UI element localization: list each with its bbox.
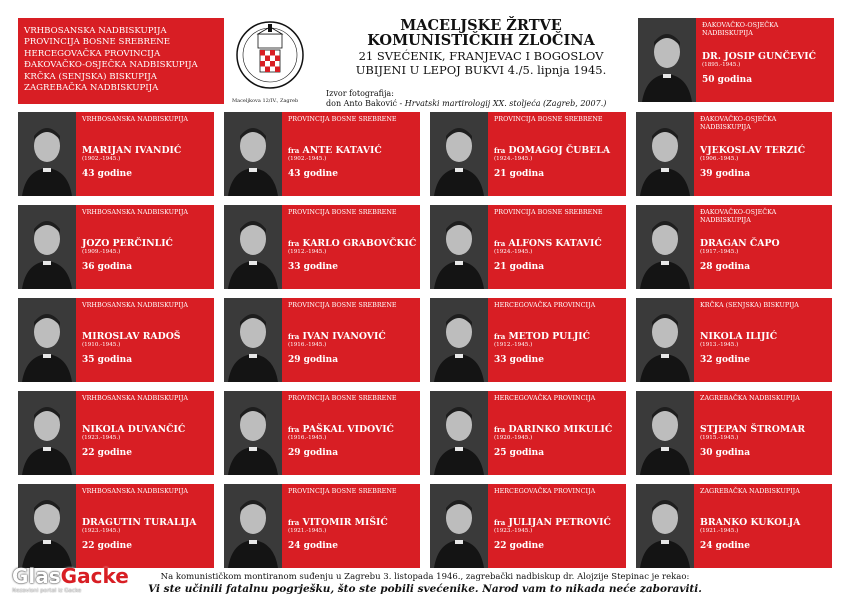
portrait-photo-icon: [638, 18, 696, 102]
card-years: (1915.-1945.): [700, 435, 739, 441]
portrait-photo-icon: [430, 205, 488, 289]
victim-card: [18, 298, 214, 382]
victim-card: [430, 298, 626, 382]
portrait-photo-icon: [430, 112, 488, 196]
card-name-text: MARIJAN IVANDIĆ: [82, 145, 182, 156]
logo-caption: Maceljkova 12/IV., Zagreb: [232, 98, 299, 104]
card-name: [82, 145, 208, 156]
card-org: ĐAKOVAČKO-OSJEČKA NADBISKUPIJA: [700, 115, 777, 131]
card-info: [76, 391, 214, 475]
card-age: 32 godine: [700, 355, 750, 365]
card-name: [700, 517, 826, 528]
diocese-item: PROVINCIJA BOSNE SREBRENE: [24, 37, 171, 48]
card-org: ĐAKOVAČKO-OSJEČKA NADBISKUPIJA: [700, 208, 777, 224]
victim-card: [18, 391, 214, 475]
title-line: 21 SVEĆENIK, FRANJEVAC I BOGOSLOV: [358, 49, 604, 63]
card-years: (1912.-1945.): [494, 342, 533, 348]
card-org: PROVINCIJA BOSNE SREBRENE: [288, 301, 397, 309]
card-info: [694, 391, 832, 475]
footer-context: Na komunističkom montiranom suđenju u Zagrebu 3. listopada 1946., zagrebački nadbiskup dr. Alojzije Stepinac je rekao:: [160, 572, 690, 582]
diocese-item: ĐAKOVAČKO-OSJEČKA NADBISKUPIJA: [24, 60, 198, 71]
portrait-photo-icon: [18, 112, 76, 196]
card-org: HERCEGOVAČKA PROVINCIJA: [494, 487, 596, 495]
card-info: [694, 205, 832, 289]
card-years: (1920.-1945.): [494, 435, 533, 441]
card-org: PROVINCIJA BOSNE SREBRENE: [288, 208, 397, 216]
card-name: [288, 238, 417, 249]
card-age: 29 godina: [288, 448, 339, 458]
card-prefix: fra: [288, 239, 300, 248]
card-info: [488, 112, 626, 196]
victim-card: [636, 298, 832, 382]
card-years: (1923.-1945.): [494, 528, 533, 534]
card-info: [488, 484, 626, 568]
source-author: don Anto Baković -: [326, 99, 405, 108]
card-name-text: METOD PULJIĆ: [508, 331, 590, 342]
card-years: (1909.-1945.): [82, 249, 121, 255]
victim-card: [224, 205, 420, 289]
card-name: [82, 238, 208, 249]
card-age: 25 godina: [494, 448, 545, 458]
card-age: 28 godina: [700, 262, 751, 272]
diocese-item: HERCEGOVAČKA PROVINCIJA: [24, 48, 161, 59]
title-line: MACELJSKE ŽRTVE: [400, 17, 562, 34]
victim-card: [430, 391, 626, 475]
card-name: [288, 145, 414, 156]
card-years: (1924.-1945.): [494, 249, 533, 255]
card-years: (1902.-1945.): [82, 156, 121, 162]
card-name-text: JOZO PERČINLIĆ: [82, 238, 173, 249]
card-name-text: STJEPAN ŠTROMAR: [700, 424, 806, 435]
card-name: [494, 424, 620, 435]
card-info: [76, 298, 214, 382]
watermark-brand-b: Gacke: [60, 564, 129, 588]
card-name: [288, 517, 414, 528]
card-org: ĐAKOVAČKO-OSJEČKA NADBISKUPIJA: [702, 21, 779, 37]
card-name: [288, 331, 414, 342]
card-age: 22 godine: [82, 448, 132, 458]
card-info: [694, 298, 832, 382]
dioceses-list: [18, 18, 224, 104]
featured-card: [638, 18, 834, 102]
portrait-photo-icon: [18, 298, 76, 382]
card-age: 35 godina: [82, 355, 133, 365]
card-info: [76, 112, 214, 196]
card-info: [282, 484, 420, 568]
card-org: KRČKA (SENJSKA) BISKUPIJA: [700, 301, 799, 309]
card-name: [700, 238, 826, 249]
card-info: [694, 112, 832, 196]
card-age: 22 godine: [494, 541, 544, 551]
title-line: KOMUNISTIČKIH ZLOČINA: [367, 32, 595, 49]
diocese-item: VRHBOSANSKA NADBISKUPIJA: [24, 26, 167, 36]
card-age: 43 godine: [288, 169, 338, 179]
card-age: 43 godine: [82, 169, 132, 179]
portrait-photo-icon: [430, 391, 488, 475]
victim-card: [18, 205, 214, 289]
card-age: 50 godina: [702, 75, 753, 85]
victim-card: [224, 112, 420, 196]
victim-card: [430, 484, 626, 568]
card-name-text: VITOMIR MIŠIĆ: [302, 517, 388, 528]
card-name-text: PAŠKAL VIDOVIĆ: [302, 424, 394, 435]
source-work: Hrvatski martirologij XX. stoljeća (Zagreb, 2007.): [404, 99, 607, 108]
card-name: [700, 331, 826, 342]
card-name: [494, 517, 620, 528]
portrait-photo-icon: [224, 298, 282, 382]
memorial-poster: [10, 12, 840, 602]
portrait-photo-icon: [224, 391, 282, 475]
card-prefix: fra: [494, 239, 506, 248]
card-org: ZAGREBAČKA NADBISKUPIJA: [700, 487, 800, 495]
card-age: 24 godine: [700, 541, 750, 551]
card-name: [494, 145, 620, 156]
card-years: (1923.-1945.): [82, 435, 121, 441]
card-name-text: NIKOLA ILIJIĆ: [700, 331, 778, 342]
card-years: (1910.-1945.): [82, 342, 121, 348]
card-org: HERCEGOVAČKA PROVINCIJA: [494, 394, 596, 402]
victim-card: [636, 484, 832, 568]
card-org: VRHBOSANSKA NADBISKUPIJA: [82, 301, 189, 309]
card-org: VRHBOSANSKA NADBISKUPIJA: [82, 208, 189, 216]
card-name-text: DRAGAN ČAPO: [700, 238, 780, 249]
card-years: (1913.-1945.): [700, 342, 739, 348]
card-org: PROVINCIJA BOSNE SREBRENE: [288, 487, 397, 495]
card-info: [76, 205, 214, 289]
card-name-text: VJEKOSLAV TERZIĆ: [700, 145, 806, 156]
card-org: VRHBOSANSKA NADBISKUPIJA: [82, 394, 189, 402]
source-label: Izvor fotografija:: [326, 89, 394, 98]
card-years: (1895.-1945.): [702, 62, 741, 68]
footer-quote: [10, 572, 840, 596]
card-years: (1921.-1945.): [288, 528, 327, 534]
card-name-text: JULIJAN PETROVIĆ: [508, 517, 611, 528]
card-prefix: fra: [288, 332, 300, 341]
card-info: [282, 298, 420, 382]
card-org: VRHBOSANSKA NADBISKUPIJA: [82, 115, 189, 123]
card-info: [488, 298, 626, 382]
portrait-photo-icon: [224, 484, 282, 568]
card-age: 33 godine: [288, 262, 338, 272]
portrait-photo-icon: [636, 205, 694, 289]
card-info: [694, 484, 832, 568]
watermark-brand-a: Glas: [12, 564, 61, 588]
portrait-photo-icon: [636, 112, 694, 196]
card-info: [488, 391, 626, 475]
victim-card: [430, 112, 626, 196]
victim-card: [636, 112, 832, 196]
card-name: DR. JOSIP GUNČEVIĆ: [702, 51, 817, 62]
card-name-text: NIKOLA DUVANČIĆ: [82, 424, 186, 435]
card-name: [700, 145, 826, 156]
card-info: [488, 205, 626, 289]
victim-card: [224, 391, 420, 475]
card-info: [76, 484, 214, 568]
card-name-text: IVAN IVANOVIĆ: [302, 331, 386, 342]
card-prefix: fra: [494, 146, 506, 155]
card-years: (1917.-1945.): [700, 249, 739, 255]
card-name-text: KARLO GRABOVČKIĆ: [302, 238, 417, 249]
card-name-text: ANTE KATAVIĆ: [302, 145, 382, 156]
card-org: HERCEGOVAČKA PROVINCIJA: [494, 301, 596, 309]
card-info: [282, 391, 420, 475]
card-name-text: BRANKO KUKOLJA: [700, 517, 801, 528]
portrait-photo-icon: [224, 205, 282, 289]
card-name: [288, 424, 414, 435]
card-org: ZAGREBAČKA NADBISKUPIJA: [700, 394, 800, 402]
portrait-photo-icon: [224, 112, 282, 196]
card-prefix: fra: [288, 425, 300, 434]
card-age: 36 godina: [82, 262, 133, 272]
card-name: [700, 424, 826, 435]
card-name-text: MIROSLAV RADOŠ: [82, 331, 181, 342]
victim-card: [18, 484, 214, 568]
card-name: [82, 424, 208, 435]
card-age: 24 godine: [288, 541, 338, 551]
card-prefix: fra: [494, 332, 506, 341]
portrait-photo-icon: [18, 391, 76, 475]
card-prefix: fra: [494, 518, 506, 527]
card-name-text: DARINKO MIKULIĆ: [508, 424, 613, 435]
victim-card: [224, 484, 420, 568]
association-logo-icon: [235, 20, 305, 90]
card-years: (1916.-1945.): [288, 342, 327, 348]
card-org: VRHBOSANSKA NADBISKUPIJA: [82, 487, 189, 495]
card-years: (1902.-1945.): [288, 156, 327, 162]
card-age: 21 godina: [494, 169, 545, 179]
portrait-photo-icon: [18, 205, 76, 289]
victim-card: [18, 112, 214, 196]
watermark-logo: [12, 564, 129, 588]
site-watermark: [10, 564, 129, 604]
photo-source: [326, 89, 606, 109]
card-org: PROVINCIJA BOSNE SREBRENE: [494, 115, 603, 123]
portrait-photo-icon: [636, 298, 694, 382]
card-age: 39 godina: [700, 169, 751, 179]
card-prefix: fra: [494, 425, 506, 434]
portrait-photo-icon: [636, 484, 694, 568]
portrait-photo-icon: [430, 484, 488, 568]
card-prefix: fra: [288, 146, 300, 155]
card-years: (1912.-1945.): [288, 249, 327, 255]
card-name: [494, 238, 620, 249]
card-age: 30 godina: [700, 448, 751, 458]
card-name: [82, 517, 208, 528]
watermark-tagline: Nezavisni portal iz Gacke: [12, 588, 82, 594]
card-name: [494, 331, 620, 342]
diocese-item: KRČKA (SENJSKA) BISKUPIJA: [24, 71, 157, 82]
title-line: UBIJENI U LEPOJ BUKVI 4./5. lipnja 1945.: [355, 63, 607, 77]
card-org: PROVINCIJA BOSNE SREBRENE: [288, 394, 397, 402]
card-years: (1916.-1945.): [288, 435, 327, 441]
card-name-text: DOMAGOJ ČUBELA: [508, 145, 611, 156]
card-years: (1924.-1945.): [494, 156, 533, 162]
card-age: 33 godine: [494, 355, 544, 365]
poster-title: [320, 18, 642, 77]
card-name-text: ALFONS KATAVIĆ: [508, 238, 602, 249]
card-years: (1921.-1945.): [700, 528, 739, 534]
victim-card: [636, 205, 832, 289]
victim-card: [636, 391, 832, 475]
card-name: [82, 331, 208, 342]
card-org: PROVINCIJA BOSNE SREBRENE: [288, 115, 397, 123]
card-age: 21 godina: [494, 262, 545, 272]
diocese-item: ZAGREBAČKA NADBISKUPIJA: [24, 83, 159, 94]
stepinac-quote: Vi ste učinili fatalnu pogrješku, što ste pobili svećenike. Narod vam to nikada neće zaboraviti.: [148, 583, 702, 595]
card-years: (1906.-1945.): [700, 156, 739, 162]
portrait-photo-icon: [18, 484, 76, 568]
card-info: [282, 205, 420, 289]
card-org: PROVINCIJA BOSNE SREBRENE: [494, 208, 603, 216]
card-info: [696, 18, 834, 102]
portrait-photo-icon: [636, 391, 694, 475]
card-years: (1923.-1945.): [82, 528, 121, 534]
card-age: 29 godina: [288, 355, 339, 365]
victim-card: [224, 298, 420, 382]
victim-card: [430, 205, 626, 289]
card-prefix: fra: [288, 518, 300, 527]
portrait-photo-icon: [430, 298, 488, 382]
card-info: [282, 112, 420, 196]
card-age: 22 godine: [82, 541, 132, 551]
card-name-text: DRAGUTIN TURALIJA: [82, 517, 197, 528]
